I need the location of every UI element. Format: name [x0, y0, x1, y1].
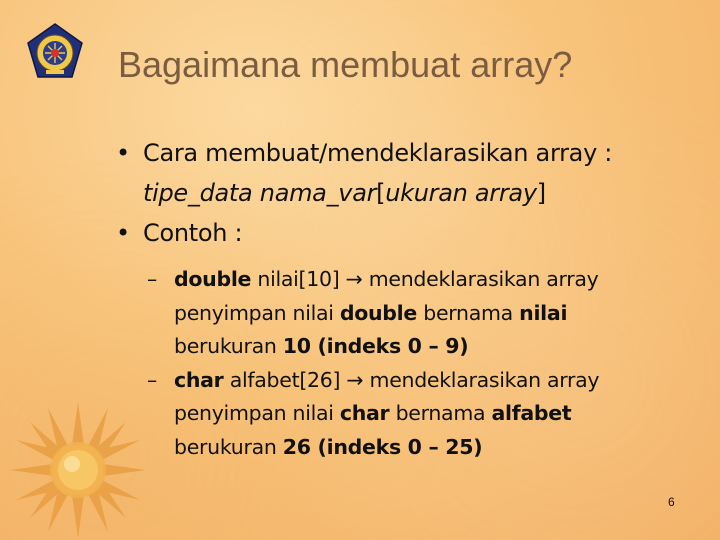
- example-text: bernama: [389, 401, 492, 425]
- arrow-right-icon: →: [346, 367, 364, 392]
- syntax-name: nama_var: [259, 179, 377, 207]
- example-decl: nilai[10]: [251, 267, 346, 291]
- example-text-bold: nilai: [519, 300, 568, 325]
- example-text-bold: 26 (indeks 0 – 25): [282, 434, 483, 459]
- page-title: Bagaimana membuat array?: [118, 44, 573, 85]
- bullet-text: Contoh :: [143, 219, 243, 247]
- syntax-open-bracket: [: [376, 179, 386, 207]
- example-item: [110, 263, 700, 364]
- page-number: 6: [668, 495, 675, 509]
- bullet-item: [110, 133, 700, 213]
- example-text: penyimpan nilai: [174, 300, 340, 325]
- slide-body: [110, 133, 700, 464]
- example-text: penyimpan nilai: [174, 401, 340, 425]
- syntax-space: [252, 179, 259, 207]
- example-text-bold: double: [339, 300, 418, 325]
- bullet-text: Cara membuat/mendeklarasikan array :: [143, 139, 613, 167]
- example-text: berukuran: [174, 334, 283, 358]
- example-desc: mendeklarasikan array: [363, 367, 600, 392]
- dash-icon: –: [147, 367, 157, 392]
- example-text-bold: 10 (indeks 0 – 9): [282, 334, 469, 358]
- university-seal-icon: [24, 22, 86, 84]
- example-line: [174, 431, 700, 465]
- example-type: double: [174, 267, 252, 291]
- syntax-type: tipe_data: [143, 179, 253, 207]
- example-type: char: [174, 367, 224, 392]
- example-text-bold: char: [339, 401, 390, 425]
- syntax-close-bracket: ]: [536, 179, 546, 207]
- example-text: berukuran: [174, 434, 283, 459]
- example-desc: mendeklarasikan array: [362, 267, 599, 291]
- example-line: [174, 297, 700, 331]
- dash-icon: –: [147, 267, 157, 291]
- bullet-item: [110, 213, 700, 253]
- example-line: [174, 397, 700, 431]
- bullet-icon: •: [116, 139, 130, 167]
- example-decl: alfabet[26]: [223, 367, 347, 392]
- bullet-icon: •: [116, 219, 130, 247]
- syntax-line: [143, 173, 700, 213]
- example-text: bernama: [417, 300, 520, 325]
- example-line: [174, 330, 700, 364]
- arrow-right-icon: →: [345, 267, 363, 291]
- example-text-bold: alfabet: [491, 401, 572, 425]
- syntax-size: ukuran array: [385, 179, 537, 207]
- example-item: [110, 364, 700, 465]
